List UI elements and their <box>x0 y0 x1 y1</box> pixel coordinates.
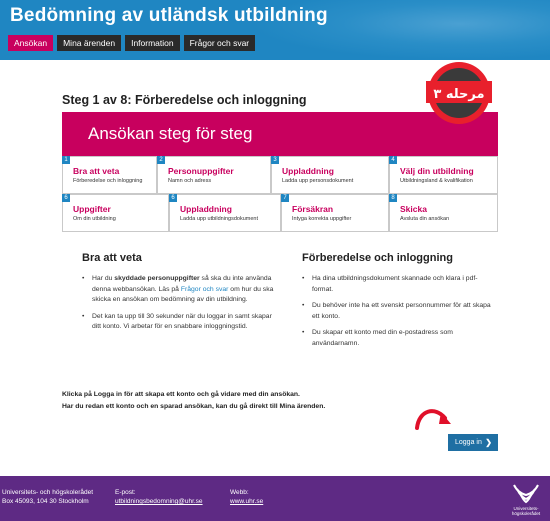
uhr-logo-text: Universitets- <box>513 506 539 511</box>
step-5-card[interactable] <box>62 194 169 232</box>
text: om hur du ska skicka en ansökan om bedömning av din utbildning. <box>92 285 274 303</box>
main-nav <box>8 35 255 51</box>
step-number: 8 <box>389 194 397 202</box>
steps-banner-title: Ansökan steg för steg <box>88 124 253 143</box>
stage-badge <box>420 60 498 126</box>
step-2-card[interactable] <box>157 156 271 194</box>
steps-row-2 <box>62 194 498 232</box>
nav-item-ansokan[interactable]: Ansökan <box>8 35 53 51</box>
step-title: Uppladdning <box>282 166 334 176</box>
steps-grid <box>62 156 498 232</box>
list-item: • Ha dina utbildningsdokument skannade och klara i pdf-format. <box>302 274 498 295</box>
red-arrow-icon <box>413 404 453 432</box>
step-subtitle: Ladda upp personsdokument <box>282 178 354 184</box>
step-title: Välj din utbildning <box>400 166 474 176</box>
step-title: Bra att veta <box>73 166 120 176</box>
text: Har du <box>92 275 115 282</box>
footer-org-address: Box 45093, 104 30 Stockholm <box>2 498 89 505</box>
list-item: • Det kan ta upp till 30 sekunder när du loggar in samt skapar ditt konto. Vi arbetar för en snabbare inloggningstid. <box>82 312 282 333</box>
good-to-know-heading: Bra att veta <box>82 252 142 264</box>
login-button[interactable] <box>448 434 498 451</box>
faq-link[interactable]: Frågor och svar <box>180 285 229 293</box>
uhr-logo-text: högskolerådet <box>511 511 541 516</box>
login-instruction-line: Har du redan ett konto och en sparad ansökan, kan du gå direkt till Mina ärenden. <box>62 403 326 410</box>
site-footer <box>0 476 550 521</box>
nav-item-information[interactable]: Information <box>125 35 180 51</box>
step-7-card[interactable] <box>281 194 389 232</box>
footer-web <box>230 488 263 506</box>
step-title: Uppladdning <box>180 204 232 214</box>
step-subtitle: Intyga korrekta uppgifter <box>292 216 352 222</box>
site-header <box>0 0 550 60</box>
footer-email-link[interactable]: utbildningsbedomning@uhr.se <box>115 498 203 505</box>
list-item: • Du behöver inte ha ett svenskt personnummer för att skapa ett konto. <box>302 301 498 322</box>
site-title[interactable]: Bedömning av utländsk utbildning <box>10 5 328 26</box>
step-title: Personuppgifter <box>168 166 234 176</box>
step-8-card[interactable] <box>389 194 498 232</box>
list-item <box>82 274 282 306</box>
steps-row-1 <box>62 156 498 194</box>
step-subtitle: Om din utbildning <box>73 216 116 222</box>
footer-org <box>2 488 93 506</box>
step-3-card[interactable] <box>271 156 389 194</box>
nav-item-mina-arenden[interactable]: Mina ärenden <box>57 35 121 51</box>
step-number: 4 <box>389 156 397 164</box>
footer-org-name: Universitets- och högskolerådet <box>2 489 94 496</box>
step-subtitle: Utbildningsland & kvalifikation <box>400 178 473 184</box>
step-title: Uppgifter <box>73 204 111 214</box>
footer-email <box>115 488 203 506</box>
step-6-card[interactable] <box>169 194 281 232</box>
login-button-label: Logga in <box>455 439 482 446</box>
step-number: 6 <box>62 194 70 202</box>
preparation-heading: Förberedelse och inloggning <box>302 252 453 264</box>
page-title: Steg 1 av 8: Förberedelse och inloggning <box>62 93 307 107</box>
good-to-know-list <box>82 274 282 333</box>
step-subtitle: Namn och adress <box>168 178 212 184</box>
uhr-logo-icon <box>508 481 544 517</box>
footer-web-label: Webb: <box>230 489 249 496</box>
preparation-list <box>302 274 498 349</box>
preparation-section <box>302 252 498 355</box>
footer-email-label: E-post: <box>115 489 136 496</box>
nav-item-fragor-och-svar[interactable]: Frågor och svar <box>184 35 256 51</box>
step-subtitle: Ladda upp utbildningsdokument <box>180 216 258 222</box>
footer-web-link[interactable]: www.uhr.se <box>230 498 264 505</box>
step-4-card[interactable] <box>389 156 498 194</box>
step-subtitle: Förberedelse och inloggning <box>73 178 143 184</box>
stage-badge-text: مرحله ۳ <box>433 87 485 102</box>
step-subtitle: Avsluta din ansökan <box>400 216 450 222</box>
list-item: • Du skapar ett konto med din e-postadress som användarnamn. <box>302 328 498 349</box>
login-instructions <box>62 389 325 413</box>
step-number: 2 <box>157 156 165 164</box>
step-number: 6 <box>169 194 177 202</box>
step-title: Skicka <box>400 204 427 214</box>
bold-text: skyddade personuppgifter <box>114 275 200 282</box>
step-number: 1 <box>62 156 70 164</box>
login-instruction-line: Klicka på Logga in för att skapa ett konto och gå vidare med din ansökan. <box>62 391 300 398</box>
chevron-right-icon: ❯ <box>485 438 492 447</box>
good-to-know-section <box>82 252 282 339</box>
step-number: 3 <box>271 156 279 164</box>
step-title: Försäkran <box>292 204 334 214</box>
step-number: 7 <box>281 194 289 202</box>
text: så ska du inte använda denna webbansökan. Läs på <box>92 275 272 293</box>
step-1-card[interactable] <box>62 156 157 194</box>
